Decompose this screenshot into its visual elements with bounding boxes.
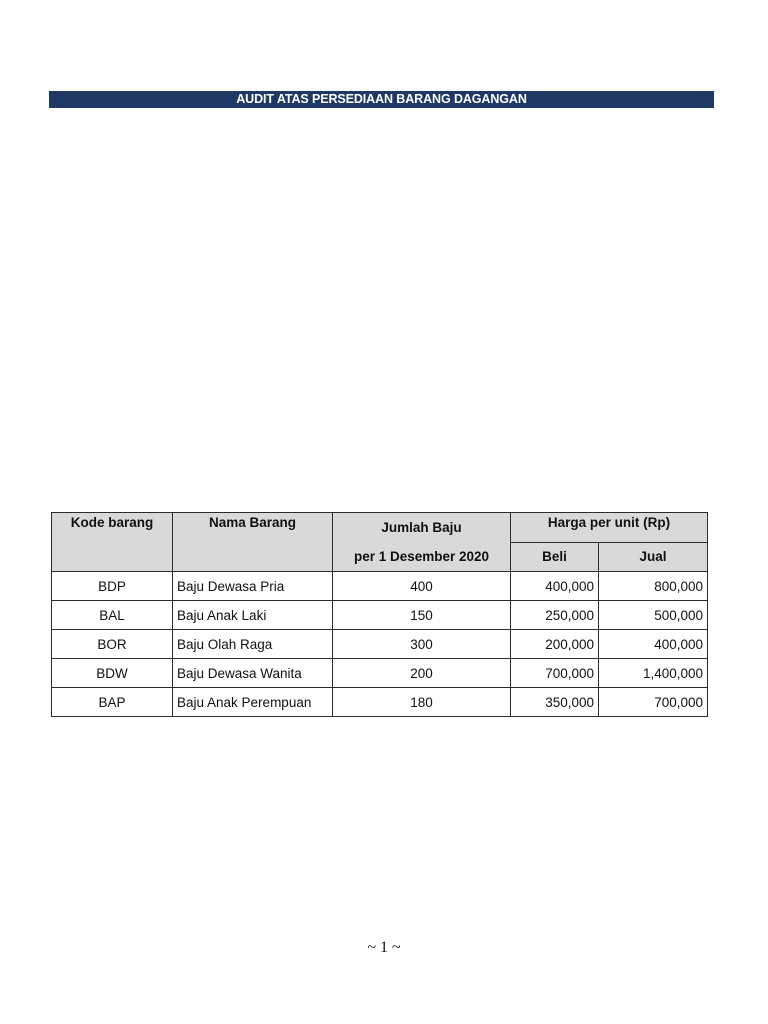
header-jumlah-line2: per 1 Desember 2020 [353,549,490,564]
cell-jumlah: 200 [333,659,511,688]
header-jumlah-baju [333,513,511,572]
cell-jumlah: 180 [333,688,511,717]
cell-jual: 1,400,000 [599,659,708,688]
cell-beli: 700,000 [511,659,599,688]
cell-jual: 400,000 [599,630,708,659]
header-row [52,513,708,543]
cell-beli: 250,000 [511,601,599,630]
document-title: AUDIT ATAS PERSEDIAAN BARANG DAGANGAN [49,91,714,108]
table-row [52,630,708,659]
header-harga-per-unit: Harga per unit (Rp) [511,513,708,543]
cell-beli: 350,000 [511,688,599,717]
cell-jumlah: 400 [333,572,511,601]
cell-jumlah: 300 [333,630,511,659]
cell-jumlah: 150 [333,601,511,630]
cell-jual: 500,000 [599,601,708,630]
cell-beli: 200,000 [511,630,599,659]
cell-nama: Baju Anak Laki [173,601,333,630]
header-jumlah-line1: Jumlah Baju [381,520,462,535]
table-row [52,688,708,717]
header-nama-barang: Nama Barang [173,513,333,572]
table-row [52,572,708,601]
cell-kode: BDP [52,572,173,601]
cell-beli: 400,000 [511,572,599,601]
cell-nama: Baju Dewasa Wanita [173,659,333,688]
inventory-table [51,512,708,717]
cell-kode: BOR [52,630,173,659]
cell-nama: Baju Anak Perempuan [173,688,333,717]
table-row [52,601,708,630]
cell-jual: 700,000 [599,688,708,717]
cell-nama: Baju Dewasa Pria [173,572,333,601]
page-number: ~ 1 ~ [367,939,401,956]
cell-nama: Baju Olah Raga [173,630,333,659]
cell-kode: BDW [52,659,173,688]
header-jual: Jual [599,542,708,572]
header-beli: Beli [511,542,599,572]
header-kode-barang: Kode barang [52,513,173,572]
cell-kode: BAP [52,688,173,717]
cell-jual: 800,000 [599,572,708,601]
table-row [52,659,708,688]
cell-kode: BAL [52,601,173,630]
